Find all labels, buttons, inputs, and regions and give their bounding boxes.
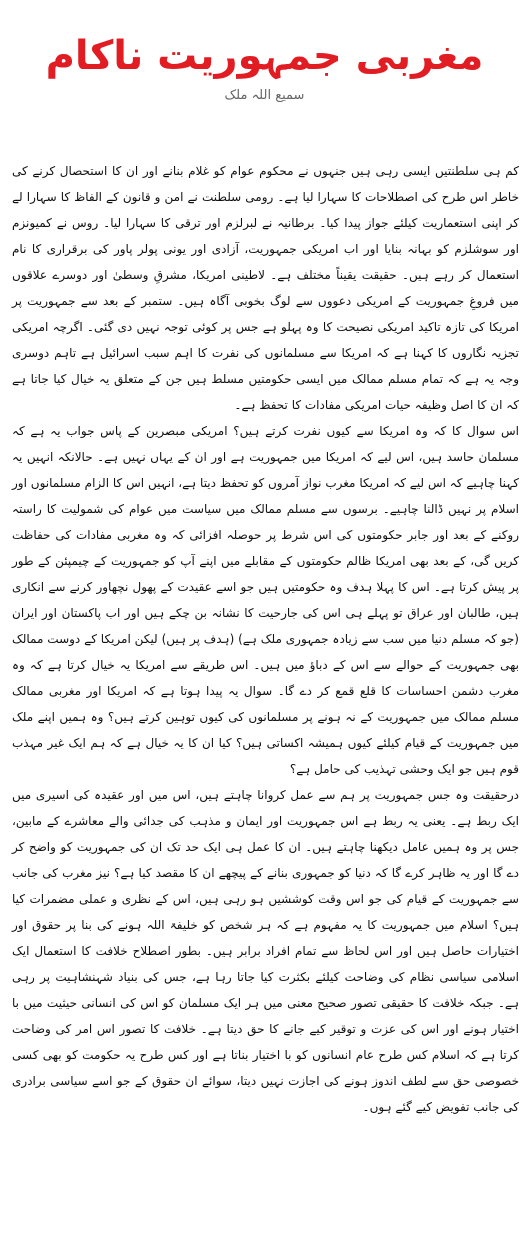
paragraph-1: کم ہی سلطنتیں ایسی رہی ہیں جنہوں نے محکوم عوام کو غلام بنانے اور ان کا استحصال کرنے کی خاطر اس طرح کی اصطلاحات کا سہارا لیا ہے۔ رومی سلطنت نے امن و قانون کے الفاظ کا سہارا لے کر اپنی استعماریت کیلئے جواز پیدا کیا۔ برطانیہ نے لبرلزم اور ترقی کا سہارا لیا۔ روس نے کمیونزم اور سوشلزم کو بہانہ بنایا اور اب امریکی جمہوریت، آزادی اور یونی پولر پاور کی برقراری کا نام استعمال کر رہے ہیں۔ حقیقت یقیناً مختلف ہے۔ لاطینی امریکا، مشرقِ وسطیٰ اور دوسرے علاقوں میں فروغِ جمہوریت کے امریکی دعووں سے لوگ بخوبی آگاہ ہیں۔ ستمبر کے بعد سے جمہوریت پر امریکا کی تازہ تاکید امریکی نصیحت کا وہ پہلو ہے جس پر کوئی توجہ نہیں دی گئی۔ اگرچہ امریکی تجزیہ نگاروں کا کہنا ہے کہ امریکا سے مسلمانوں کی نفرت کا اہم سبب اسرائیل ہے تاہم دوسری وجہ یہ ہے کہ تمام مسلم ممالک میں ایسی حکومتیں مسلط ہیں جن کے متعلق یہ خیال کیا جاتا ہے کہ ان کا اصل وظیفہ حیات امریکی مفادات کا تحفظ ہے۔: [12, 164, 519, 412]
article-body: [12, 158, 519, 1120]
paragraph-3: درحقیقت وہ جس جمہوریت پر ہم سے عمل کروانا چاہتے ہیں، اس میں اور عقیدہ کی اسیری میں ایک ربط ہے۔ یعنی یہ ربط ہے اس جمہوریت اور ایمان و مذہب کی جدائی والے معاشرے کے مابین، جس پر وہ ہمیں عامل دیکھنا چاہتے ہیں۔ ان کا عمل ہی ایک حد تک ان کی جمہوریت کو واضح کر دے گا اور یہ ظاہر کرے گا کہ دنیا کو جمہوری بنانے کے پیچھے ان کا مقصد کیا ہے؟ نیز مغرب کی جانب سے جمہوریت کے قیام کی جو اس وقت کوششیں ہو رہی ہیں، اس کے نظری و عملی مضمرات کیا ہیں؟ اسلام میں جمہوریت کا یہ مفہوم ہے کہ ہر شخص کو خلیفۃ اللہ ہونے کی بنا پر حقوق اور اختیارات حاصل ہیں اور اس لحاظ سے تمام افراد برابر ہیں۔ بطور اصطلاح خلافت کا استعمال ایک اسلامی سیاسی نظام کی وضاحت کیلئے بکثرت کیا جاتا رہا ہے، جس کی بنیاد شہنشاہیت پر رہی ہے۔ جبکہ خلافت کا حقیقی تصور صحیح معنی میں ہر ایک مسلمان کو اس کی انسانی حیثیت میں با اختیار ہونے اور اس کی عزت و توقیر کیے جانے کا حق دیتا ہے۔ خلافت کا تصور اس امر کی وضاحت کرتا ہے کہ اسلام کس طرح عام انسانوں کو با اختیار بناتا ہے اور کس طرح یہ حکومت کو بھی کسی خصوصی حق سے لطف اندوز ہونے کی اجازت نہیں دیتا، سوائے ان حقوق کے جو اسے سیاسی برادری کی جانب تفویض کیے گئے ہوں۔: [12, 788, 519, 1114]
article-title: مغربی جمہوریت ناکام: [45, 33, 484, 79]
paragraph-2: اس سوال کا کہ وہ امریکا سے کیوں نفرت کرتے ہیں؟ امریکی مبصرین کے پاس جواب یہ ہے کہ مسلمان حاسد ہیں، اس لیے کہ امریکا میں جمہوریت ہے اور ان کے یہاں نہیں ہے۔ حالانکہ انہیں یہ کہنا چاہیے کہ اس لیے کہ امریکا مغرب نواز آمروں کو تحفظ دیتا ہے، انہیں اس کا الزام مسلمانوں اور اسلام پر نہیں ڈالنا چاہیے۔ برسوں سے مسلم ممالک میں سیاست میں عوام کی شمولیت کا راستہ روکنے کے بعد اور جابر حکومتوں کی اس شرط پر حوصلہ افزائی کہ وہ مغربی مفادات کی حفاظت کریں گی، کے بعد بھی امریکا ظالم حکومتوں کے مقابلے میں اپنے آپ کو جمہوریت کے چیمپئن کے طور پر پیش کرتا ہے۔ اس کا پہلا ہدف وہ حکومتیں ہیں جو اسے عقیدت کے پھول نچھاور کرنے سے انکاری ہیں، طالبان اور عراق تو پہلے ہی اس کی جارحیت کا نشانہ بن چکے ہیں اور اب پاکستان اور ایران (جو کہ مسلم دنیا میں سب سے زیادہ جمہوری ملک ہے) (ہدف پر ہیں) لیکن امریکا کے دوست ممالک بھی جمہوریت کے حوالے سے اس کے دباؤ میں ہیں۔ اس طریقے سے امریکا یہ خیال کرتا ہے کہ وہ مغرب دشمن احساسات کا قلع قمع کر دے گا۔ سوال یہ پیدا ہوتا ہے کہ امریکا اور مغربی ممالک مسلم ممالک میں جمہوریت کے نہ ہونے پر مسلمانوں کی کیوں توہین کرتے ہیں؟ وہ ہمیں اپنے ملک میں جمہوریت کے قیام کیلئے کیوں ہمیشہ اکساتی ہیں؟ کیا ان کا یہ خیال ہے کہ ہم ایک غیر مہذب قوم ہیں جو ایک وحشی تہذیب کی حامل ہے؟: [12, 424, 519, 776]
author-signature: سمیع اللہ ملک: [224, 88, 305, 103]
